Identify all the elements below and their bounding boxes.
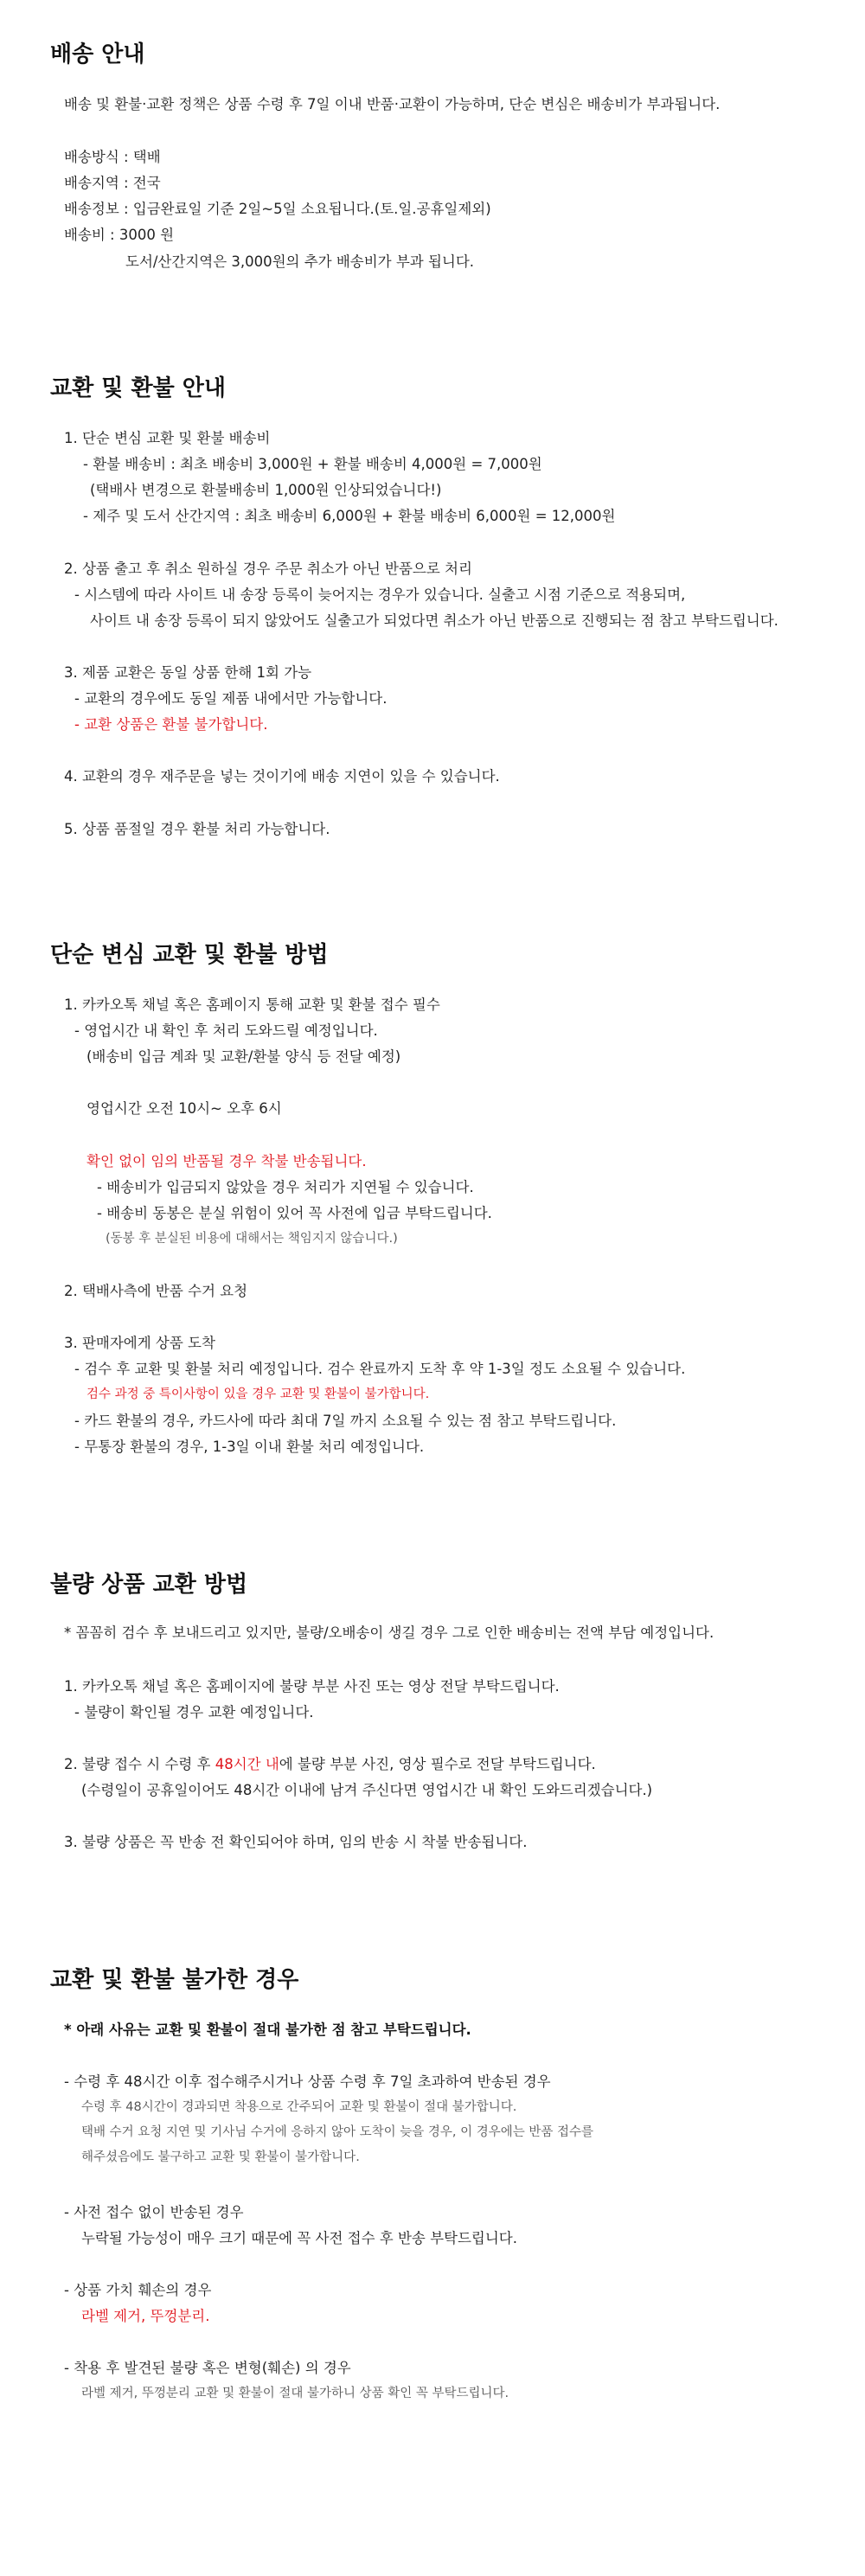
shipping-method: 배송방식 : 택배 bbox=[64, 149, 161, 165]
not-allowed-case-1c: 해주셨음에도 불구하고 교환 및 환불이 불가합니다. bbox=[81, 2150, 360, 2164]
defect-note: * 꼼꼼히 검수 후 보내드리고 있지만, 불량/오배송이 생길 경우 그로 인한 배송비는 전액 부담 예정입니다. bbox=[64, 1624, 714, 1641]
exchange-item-5: 5. 상품 품절일 경우 환불 처리 가능합니다. bbox=[64, 821, 330, 837]
simple-item-1a: - 영업시간 내 확인 후 처리 도와드릴 예정입니다. bbox=[74, 1022, 378, 1039]
warning-item-1: - 배송비가 입금되지 않았을 경우 처리가 지연될 수 있습니다. bbox=[97, 1179, 474, 1195]
section-title-exchange-guide: 교환 및 환불 안내 bbox=[50, 375, 226, 401]
not-allowed-case-1: - 수령 후 48시간 이후 접수해주시거나 상품 수령 후 7일 초과하여 반송된 경우 bbox=[64, 2073, 551, 2090]
defect-item-2 bbox=[64, 1756, 596, 1773]
exchange-item-4: 4. 교환의 경우 재주문을 넣는 것이기에 배송 지연이 있을 수 있습니다. bbox=[64, 768, 500, 785]
exchange-item-3b-warning: - 교환 상품은 환불 불가합니다. bbox=[74, 716, 268, 733]
section-title-not-allowed: 교환 및 환불 불가한 경우 bbox=[50, 1967, 299, 1993]
defect-item-1a: - 불량이 확인될 경우 교환 예정입니다. bbox=[74, 1704, 314, 1721]
defect-item-3: 3. 불량 상품은 꼭 반송 전 확인되어야 하며, 임의 반송 시 착불 반송됩니다. bbox=[64, 1834, 528, 1850]
defect-item-2-pre: 2. 불량 접수 시 수령 후 bbox=[64, 1756, 215, 1772]
simple-item-3a: - 검수 후 교환 및 환불 처리 예정입니다. 검수 완료까지 도착 후 약 1-3일 정도 소요될 수 있습니다. bbox=[74, 1361, 686, 1377]
section-title-defect: 불량 상품 교환 방법 bbox=[50, 1572, 248, 1598]
exchange-item-3a: - 교환의 경우에도 동일 제품 내에서만 가능합니다. bbox=[74, 690, 388, 707]
defect-item-1: 1. 카카오톡 채널 혹은 홈페이지에 불량 부분 사진 또는 영상 전달 부탁드립니다. bbox=[64, 1678, 560, 1695]
defect-item-2a: (수령일이 공휴일이어도 48시간 이내에 남겨 주신다면 영업시간 내 확인 도와드리겠습니다.) bbox=[81, 1782, 653, 1798]
shipping-policy: 배송 및 환불·교환 정책은 상품 수령 후 7일 이내 반품·교환이 가능하며, 단순 변심은 배송비가 부과됩니다. bbox=[64, 96, 721, 112]
return-warning: 확인 없이 임의 반품될 경우 착불 반송됩니다. bbox=[86, 1153, 367, 1169]
simple-item-3b-warning: 검수 과정 중 특이사항이 있을 경우 교환 및 환불이 불가합니다. bbox=[86, 1387, 430, 1401]
exchange-item-2a: - 시스템에 따라 사이트 내 송장 등록이 늦어지는 경우가 있습니다. 실출고 시점 기준으로 적용되며, bbox=[74, 586, 686, 603]
defect-48h-highlight: 48시간 내 bbox=[215, 1756, 279, 1772]
warning-item-3: (동봉 후 분실된 비용에 대해서는 책임지지 않습니다.) bbox=[106, 1232, 398, 1246]
simple-item-3: 3. 판매자에게 상품 도착 bbox=[64, 1335, 215, 1351]
shipping-fee: 배송비 : 3000 원 bbox=[64, 227, 175, 243]
exchange-item-1: 1. 단순 변심 교환 및 환불 배송비 bbox=[64, 430, 271, 446]
shipping-region: 배송지역 : 전국 bbox=[64, 175, 161, 191]
not-allowed-case-2a: 누락될 가능성이 매우 크기 때문에 꼭 사전 접수 후 반송 부탁드립니다. bbox=[81, 2230, 517, 2246]
not-allowed-case-1a: 수령 후 48시간이 경과되면 착용으로 간주되어 교환 및 환불이 절대 불가합니다. bbox=[81, 2100, 517, 2114]
not-allowed-case-3a: 라벨 제거, 뚜껑분리. bbox=[81, 2308, 210, 2324]
simple-item-1b: (배송비 입금 계좌 및 교환/환불 양식 등 전달 예정) bbox=[86, 1048, 401, 1065]
exchange-item-1c: - 제주 및 도서 산간지역 : 최초 배송비 6,000원 + 환불 배송비 6,000원 = 12,000원 bbox=[83, 508, 616, 524]
warning-item-2: - 배송비 동봉은 분실 위험이 있어 꼭 사전에 입금 부탁드립니다. bbox=[97, 1205, 492, 1221]
exchange-item-2: 2. 상품 출고 후 취소 원하실 경우 주문 취소가 아닌 반품으로 처리 bbox=[64, 561, 472, 577]
shipping-info: 배송정보 : 입금완료일 기준 2일~5일 소요됩니다.(토.일.공휴일제외) bbox=[64, 201, 491, 217]
business-hours: 영업시간 오전 10시~ 오후 6시 bbox=[86, 1100, 282, 1117]
section-title-simple-change: 단순 변심 교환 및 환불 방법 bbox=[50, 942, 329, 968]
not-allowed-case-4: - 착용 후 발견된 불량 혹은 변형(훼손) 의 경우 bbox=[64, 2360, 351, 2376]
exchange-item-2b: 사이트 내 송장 등록이 되지 않았어도 실출고가 되었다면 취소가 아닌 반품으로 진행되는 점 참고 부탁드립니다. bbox=[90, 612, 778, 629]
exchange-item-1a: - 환불 배송비 : 최초 배송비 3,000원 + 환불 배송비 4,000원 = 7,000원 bbox=[83, 456, 542, 472]
defect-item-2-post: 에 불량 부분 사진, 영상 필수로 전달 부탁드립니다. bbox=[279, 1756, 596, 1772]
not-allowed-case-3: - 상품 가치 훼손의 경우 bbox=[64, 2282, 212, 2298]
not-allowed-note: * 아래 사유는 교환 및 환불이 절대 불가한 점 참고 부탁드립니다. bbox=[64, 2022, 471, 2038]
simple-item-3d: - 무통장 환불의 경우, 1-3일 이내 환불 처리 예정입니다. bbox=[74, 1439, 425, 1455]
shipping-island-fee: 도서/산간지역은 3,000원의 추가 배송비가 부과 됩니다. bbox=[125, 253, 475, 270]
exchange-item-1b: (택배사 변경으로 환불배송비 1,000원 인상되었습니다!) bbox=[90, 482, 442, 498]
not-allowed-case-4a: 라벨 제거, 뚜껑분리 교환 및 환불이 절대 불가하니 상품 확인 꼭 부탁드립니다. bbox=[81, 2387, 509, 2400]
section-title-shipping: 배송 안내 bbox=[50, 42, 145, 67]
simple-item-1: 1. 카카오톡 채널 혹은 홈페이지 통해 교환 및 환불 접수 필수 bbox=[64, 996, 440, 1013]
simple-item-3c: - 카드 환불의 경우, 카드사에 따라 최대 7일 까지 소요될 수 있는 점 참고 부탁드립니다. bbox=[74, 1413, 617, 1429]
not-allowed-case-1b: 택배 수거 요청 지연 및 기사님 수거에 응하지 않아 도착이 늦을 경우, 이 경우에는 반품 접수를 bbox=[81, 2125, 594, 2139]
not-allowed-case-2: - 사전 접수 없이 반송된 경우 bbox=[64, 2204, 244, 2220]
simple-item-2: 2. 택배사측에 반품 수거 요청 bbox=[64, 1283, 248, 1299]
exchange-item-3: 3. 제품 교환은 동일 상품 한해 1회 가능 bbox=[64, 664, 312, 681]
